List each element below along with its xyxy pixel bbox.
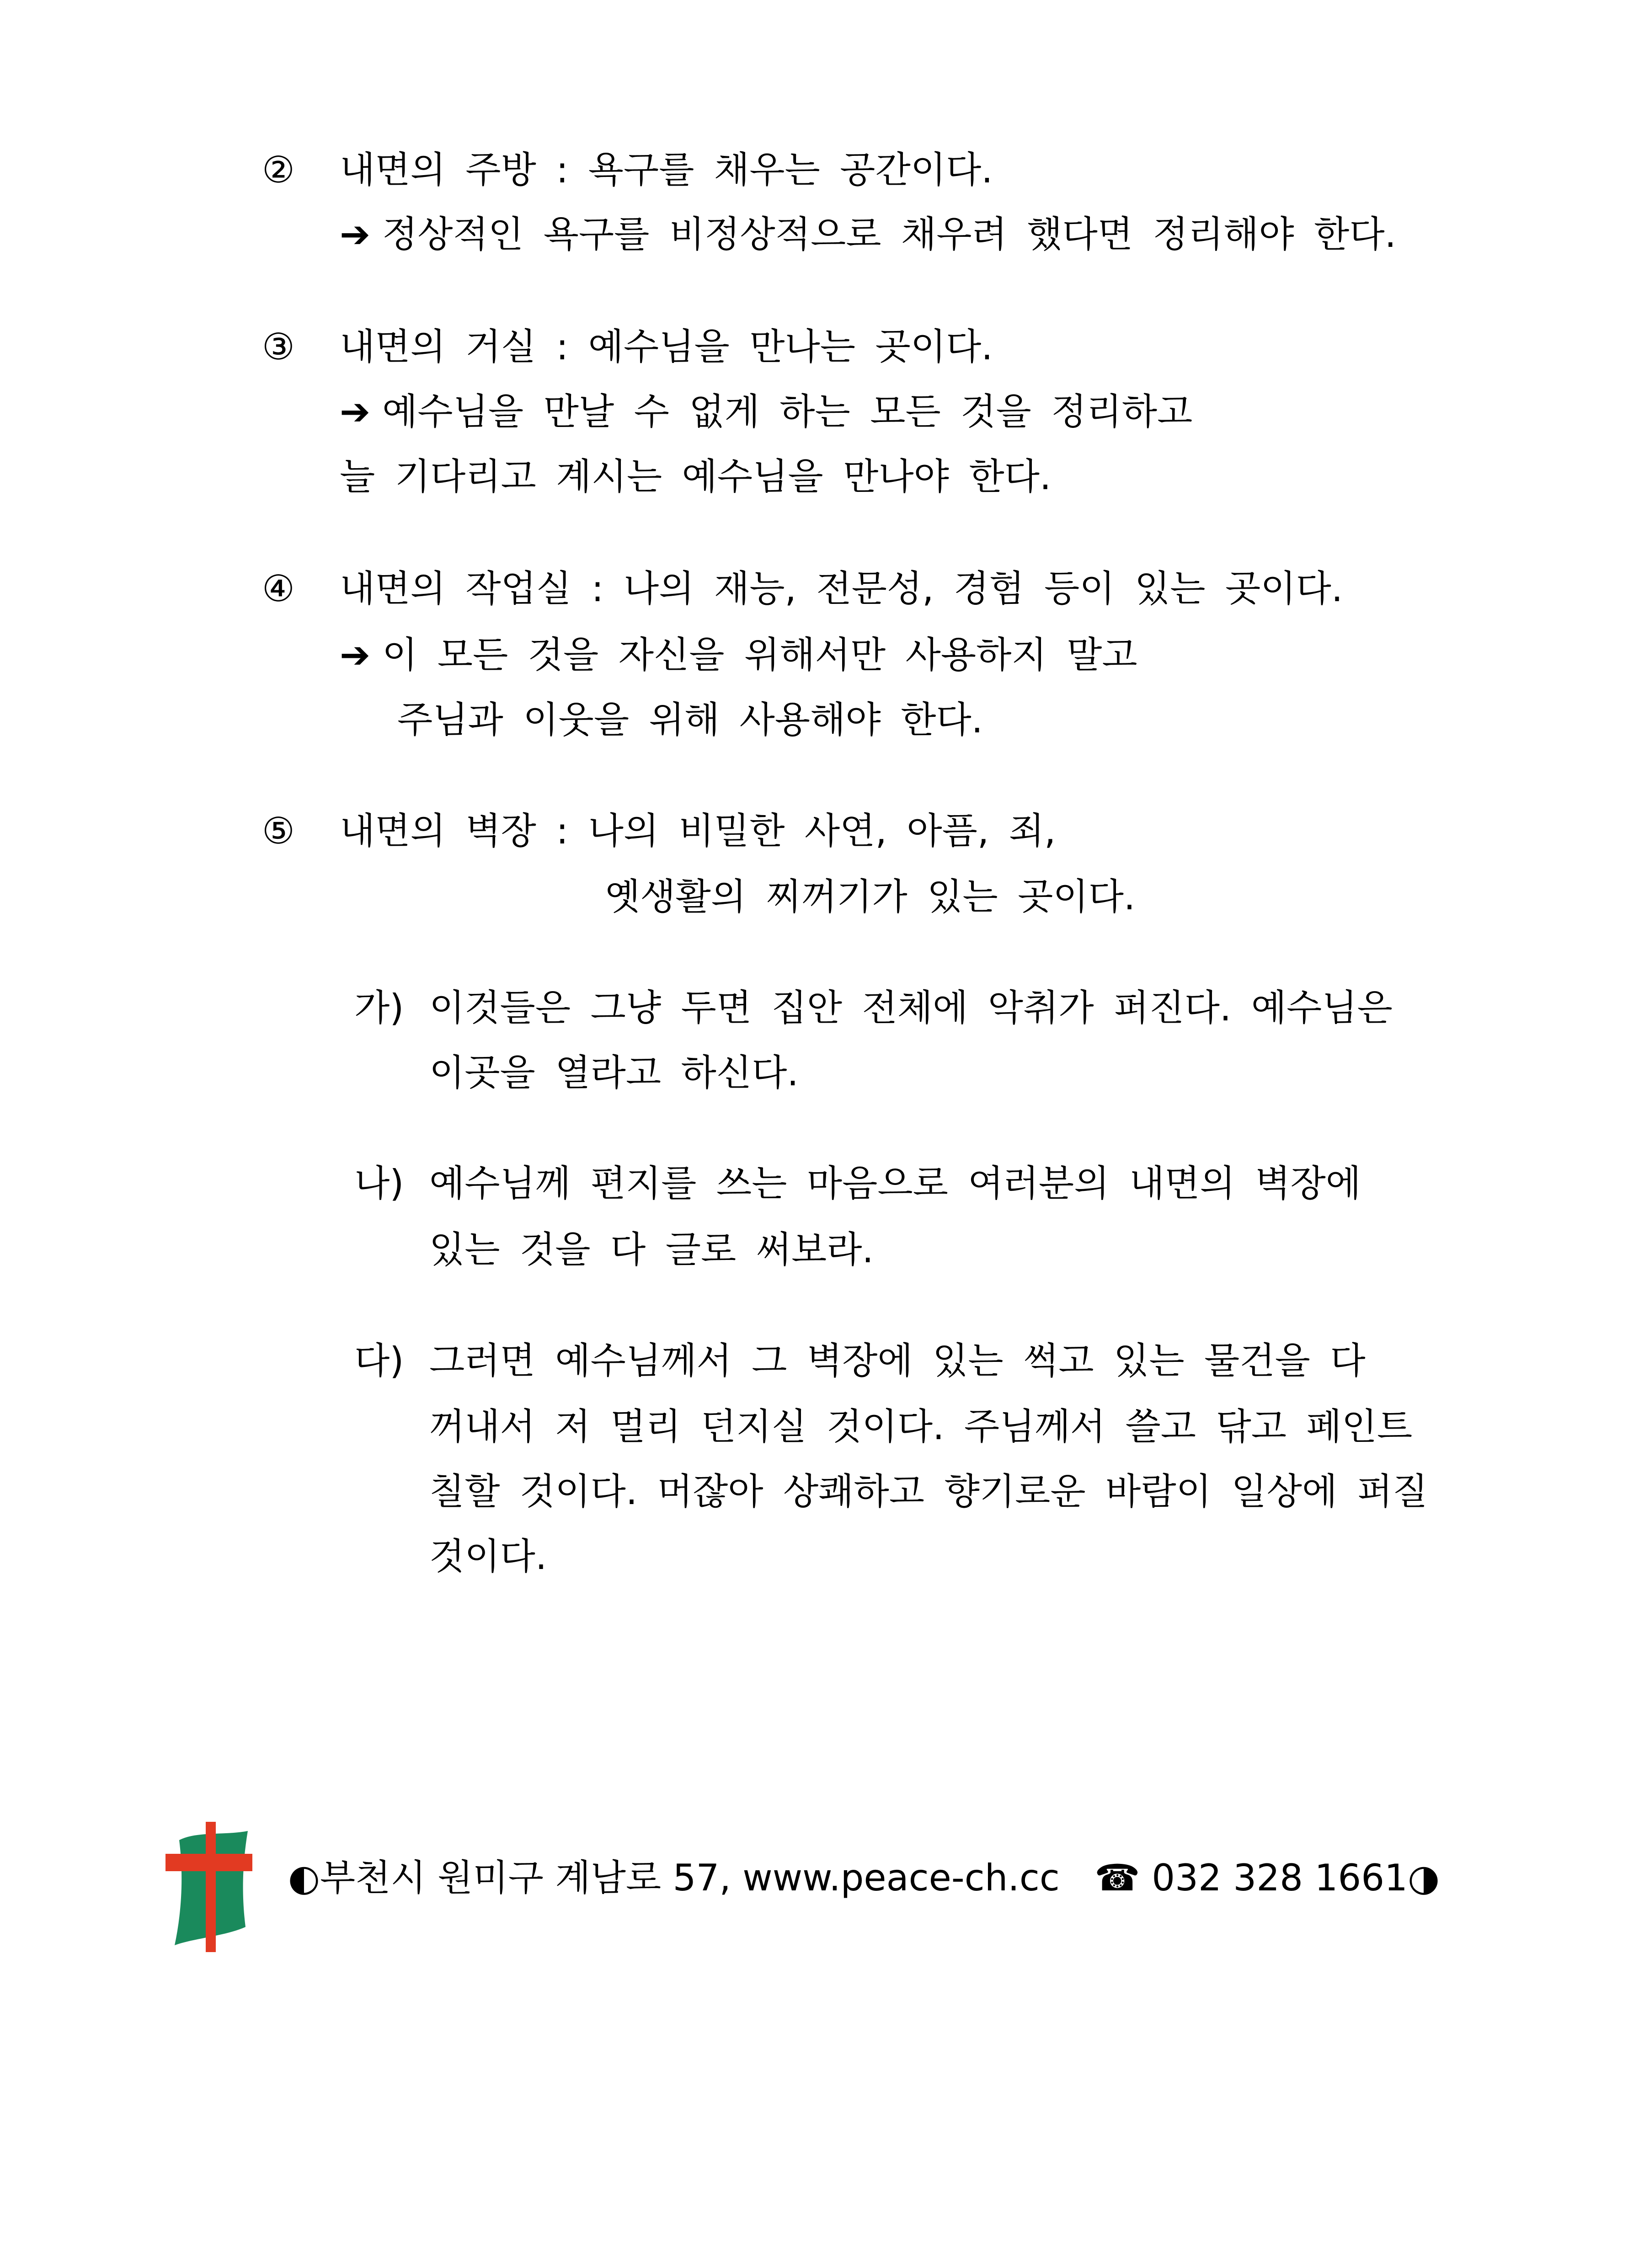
phone-icon: ☎	[1094, 1857, 1140, 1899]
sub-item-line: 것이다.	[429, 1535, 547, 1578]
phone-number: 032 328 1661	[1152, 1857, 1408, 1899]
arrow-icon: ➔	[340, 634, 371, 676]
section-heading: 내면의 거실 : 예수님을 만나는 곳이다.	[340, 326, 993, 368]
arrow-icon: ➔	[340, 390, 371, 433]
half-circle-left-icon: ◐	[288, 1857, 320, 1899]
section-arrow-line	[340, 209, 1396, 260]
half-circle-right-icon: ◑	[1408, 1857, 1440, 1899]
sub-item-line: 칠할 것이다. 머잖아 상쾌하고 향기로운 바람이 일상에 퍼질	[429, 1470, 1428, 1513]
section-arrow-line	[340, 630, 1137, 680]
section-number: ③	[262, 326, 295, 368]
sub-item-label: 나)	[354, 1162, 404, 1205]
section-number: ④	[262, 567, 295, 610]
sub-item-line: 꺼내서 저 멀리 던지실 것이다. 주님께서 쓸고 닦고 페인트	[429, 1405, 1413, 1448]
text: 예수님을 만날 수 없게 하는 모든 것을 정리하고	[382, 390, 1193, 433]
sub-item-line: 그러면 예수님께서 그 벽장에 있는 썩고 있는 물건을 다	[429, 1339, 1366, 1382]
section-heading: 내면의 벽장 : 나의 비밀한 사연, 아픔, 죄,	[340, 810, 1056, 852]
text: 이 모든 것을 자신을 위해서만 사용하지 말고	[382, 634, 1137, 676]
section-number: ②	[262, 149, 295, 191]
text: 정상적인 욕구를 비정상적으로 채우려 했다면 정리해야 한다.	[382, 213, 1397, 256]
section-line: 주님과 이웃을 위해 사용해야 한다.	[397, 699, 983, 741]
section-line: 옛생활의 찌꺼기가 있는 곳이다.	[605, 875, 1136, 918]
arrow-icon: ➔	[340, 213, 371, 256]
section-line: 늘 기다리고 계시는 예수님을 만나야 한다.	[340, 455, 1052, 498]
section-heading: 내면의 작업실 : 나의 재능, 전문성, 경험 등이 있는 곳이다.	[340, 567, 1343, 610]
sub-item-line: 이곳을 열라고 하신다.	[429, 1051, 799, 1094]
section-number: ⑤	[262, 810, 295, 852]
footer-contact	[288, 1852, 1440, 1905]
section-arrow-line	[340, 387, 1192, 437]
sub-item-label: 가)	[354, 987, 404, 1029]
sub-item-line: 있는 것을 다 글로 써보라.	[429, 1228, 874, 1271]
sub-item-line: 이것들은 그냥 두면 집안 전체에 악취가 퍼진다. 예수님은	[429, 987, 1393, 1029]
sub-item-line: 예수님께 편지를 쓰는 마음으로 여러분의 내면의 벽장에	[429, 1162, 1361, 1205]
church-logo	[165, 1822, 257, 1952]
address: 부천시 원미구 계남로 57, www.peace-ch.cc	[320, 1857, 1060, 1899]
section-heading: 내면의 주방 : 욕구를 채우는 공간이다.	[340, 149, 993, 191]
sub-item-label: 다)	[354, 1339, 404, 1382]
